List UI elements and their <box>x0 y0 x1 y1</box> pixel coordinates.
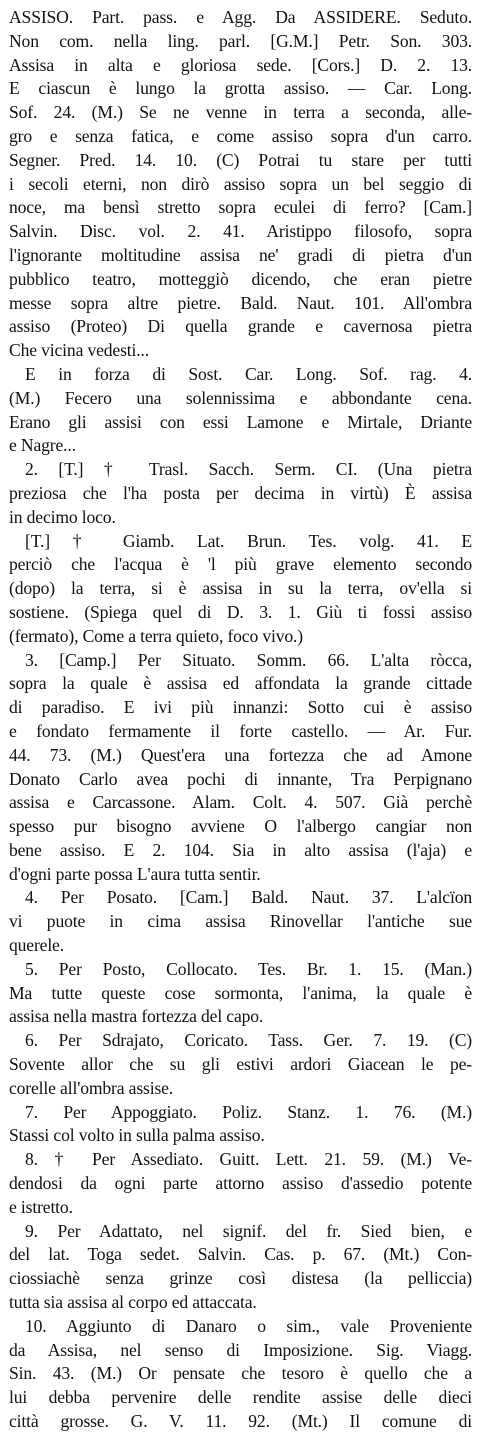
entry-text-line: dendosi da ogni parte attorno assiso d'assedio potente <box>9 1173 472 1194</box>
entry-text-line: assisa e Carcassone. Alam. Colt. 4. 507. Già perchè <box>9 792 472 813</box>
entry-text-line: 2. [T.] † Trasl. Sacch. Serm. CI. (Una pietra <box>25 459 472 480</box>
entry-text-line: messe sopra altre pietre. Bald. Naut. 101. All'ombra <box>9 292 472 313</box>
entry-text-line: preziosa che l'ha posta per decima in virtù) È assisa <box>9 482 472 503</box>
entry-text-line: [T.] † Giamb. Lat. Brun. Tes. volg. 41. E <box>25 530 472 551</box>
entry-text-line: 44. 73. (M.) Quest'era una fortezza che ad Amone <box>9 744 472 765</box>
entry-text-line: assiso (Proteo) Di quella grande e cavernosa pietra <box>9 316 472 337</box>
entry-text-line: in decimo loco. <box>9 506 116 527</box>
entry-text-line: di paradiso. E ivi più innanzi: Sotto cui è assiso <box>9 697 472 718</box>
entry-text-line: e Nagre... <box>9 435 76 456</box>
entry-text-line: Stassi col volto in sulla palma assiso. <box>9 1125 265 1146</box>
entry-text-line: 9. Per Adattato, nel signif. del fr. Sied bien, e <box>25 1220 472 1241</box>
entry-text-line: e istretto. <box>9 1196 73 1217</box>
entry-text-line: pubblico teatro, motteggiò dicendo, che eran pietre <box>9 268 472 289</box>
entry-text-line: del lat. Toga sedet. Salvin. Cas. p. 67. (Mt.) Con- <box>9 1244 472 1265</box>
entry-text-line: spesso pur bisogno avviene O l'albergo cangiar non <box>9 816 472 837</box>
entry-text-line: sopra la quale è assisa ed affondata la grande cittade <box>9 673 472 694</box>
entry-text-line: Erano gli assisi con essi Lamone e Mirtale, Driante <box>9 411 472 432</box>
entry-text-line: 6. Per Sdrajato, Coricato. Tass. Ger. 7. 19. (C) <box>25 1030 472 1051</box>
entry-text-line: E ciascun è lungo la grotta assiso. — Car. Long. <box>9 78 472 99</box>
entry-text-line: 7. Per Appoggiato. Poliz. Stanz. 1. 76. (M.) <box>25 1101 472 1122</box>
entry-text-line: Che vicina vedesti... <box>9 340 150 361</box>
entry-text-line: Ma tutte queste cose sormonta, l'anima, la quale è <box>9 982 472 1003</box>
entry-text-line: Assisa in alta e gloriosa sede. [Cors.] D. 2. 13. <box>9 54 472 75</box>
entry-text-line: bene assiso. E 2. 104. Sia in alto assisa (l'aja) e <box>9 839 472 860</box>
entry-text-line: 10. Aggiunto di Danaro o sim., vale Proveniente <box>25 1315 472 1336</box>
entry-text-line: perciò che l'acqua è 'l più grave elemento secondo <box>9 554 472 575</box>
entry-text-line: Non com. nella ling. parl. [G.M.] Petr. Son. 303. <box>9 30 472 51</box>
entry-text-line: assisa nella mastra fortezza del capo. <box>9 1006 264 1027</box>
entry-text-line: E in forza di Sost. Car. Long. Sof. rag. 4. <box>25 363 472 384</box>
entry-text-line: corelle all'ombra assise. <box>9 1077 174 1098</box>
entry-text-line: Salvin. Disc. vol. 2. 41. Aristippo filosofo, sopra <box>9 221 472 242</box>
entry-text-line: (dopo) la terra, si è assisa in su la terra, ov'ella si <box>9 578 472 599</box>
entry-text-line: Sovente allor che su gli estivi ardori Giacean le pe- <box>9 1054 472 1075</box>
entry-text-line: sostiene. (Spiega quel di D. 3. 1. Giù ti fossi assiso <box>9 601 472 622</box>
entry-text-line: querele. <box>9 935 64 956</box>
entry-text-line: l'ignorante moltitudine assisa ne' gradi di pietra d'un <box>9 244 472 265</box>
entry-text-line: 8. † Per Assediato. Guitt. Lett. 21. 59. (M.) Ve- <box>25 1149 472 1170</box>
entry-text-line: ciossiachè senza grinze così distesa (la pelliccia) <box>9 1268 472 1289</box>
entry-text-line: Donato Carlo avea pochi di innante, Tra Perpignano <box>9 768 472 789</box>
entry-text-line: Sin. 43. (M.) Or pensate che tesoro è quello che a <box>9 1363 472 1384</box>
entry-text-line: i secoli eterni, non dirò assiso sopra un bel seggio di <box>9 173 472 194</box>
dictionary-entry-assiso <box>9 6 472 1434</box>
entry-text-line: città grosse. G. V. 11. 92. (Mt.) Il comune di <box>9 1411 472 1432</box>
entry-text-line: ASSISO. Part. pass. e Agg. Da ASSIDERE. Seduto. <box>9 7 472 27</box>
entry-text-line: Segner. Pred. 14. 10. (C) Potrai tu stare per tutti <box>9 149 472 170</box>
entry-text-line: tutta sia assisa al corpo ed attaccata. <box>9 1292 257 1313</box>
entry-text-line: 4. Per Posato. [Cam.] Bald. Naut. 37. L'alcïon <box>25 887 472 908</box>
entry-text-line: e fondato fermamente il forte castello. — Ar. Fur. <box>9 720 472 741</box>
entry-text-line: d'ogni parte possa L'aura tutta sentir. <box>9 863 261 884</box>
entry-text-line: vi puote in cima assisa Rinovellar l'antiche sue <box>9 911 472 932</box>
entry-text-line: (fermato), Come a terra quieto, foco vivo.) <box>9 625 303 646</box>
entry-text-line: 5. Per Posto, Collocato. Tes. Br. 1. 15. (Man.) <box>25 958 472 979</box>
entry-text-line: Sof. 24. (M.) Se ne venne in terra a seconda, alle- <box>9 102 472 123</box>
entry-text-line: da Assisa, nel senso di Imposizione. Sig. Viagg. <box>9 1339 472 1360</box>
entry-text-line: lui debba pervenire delle rendite assise delle dieci <box>9 1387 472 1408</box>
entry-text-line: gro e senza fatica, e come assiso sopra d'un carro. <box>9 125 472 146</box>
entry-text-line: noce, ma bensì stretto sopra eculei di ferro? [Cam.] <box>9 197 472 218</box>
entry-text-line: (M.) Fecero una solennissima e abbondante cena. <box>9 387 472 408</box>
entry-text-line: 3. [Camp.] Per Situato. Somm. 66. L'alta ròcca, <box>25 649 472 670</box>
